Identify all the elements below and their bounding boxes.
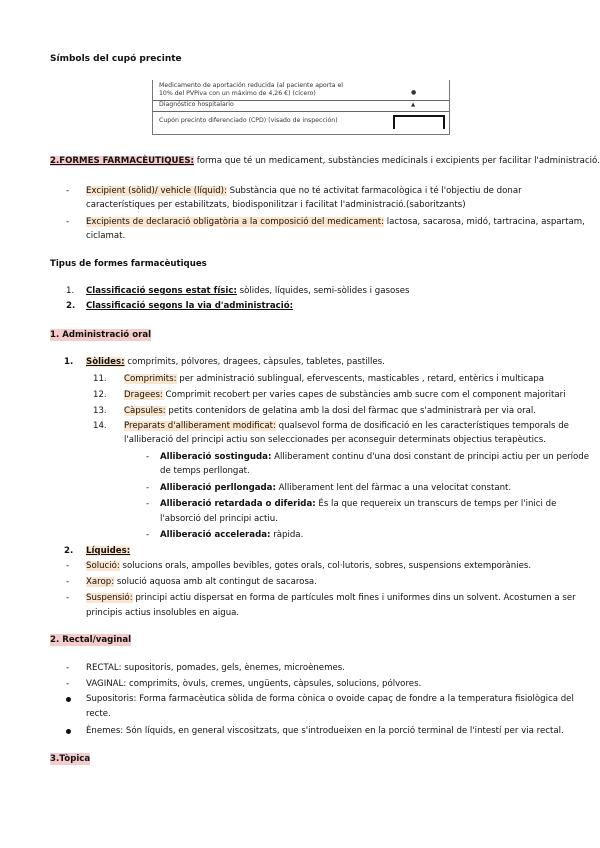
list-number: 2. (64, 546, 74, 556)
list-item (86, 545, 130, 557)
bullet-dot-icon (66, 729, 71, 734)
term-label: Excipient (sòlid)/ vehicle (líquid): (86, 186, 227, 196)
list-item: Supositoris: Forma farmacèutica sòlida de forma cònica o ovoide capaç de fondre a la temperatura fisiològica del (86, 694, 574, 704)
term-label: Alliberació retardada o diferida: (160, 499, 316, 509)
list-bullet: - (66, 577, 70, 587)
list-bullet: - (146, 499, 150, 509)
term-label: Sòlides: (86, 357, 125, 367)
list-item (86, 576, 317, 588)
list-item-continuation: de temps perllongat. (160, 466, 250, 476)
list-item-continuation: principis actius insolubles en aigua. (86, 608, 240, 618)
term-label: Alliberació sostinguda: (160, 452, 272, 462)
list-item (124, 405, 536, 417)
term-label: Dragees: (124, 390, 163, 400)
list-item (160, 451, 589, 463)
list-item (160, 482, 511, 494)
list-item (124, 420, 569, 432)
page-title: Símbols del cupó precinte (50, 54, 182, 64)
list-bullet: - (66, 663, 70, 673)
section-heading-text: forma que té un medicament, substàncies medicinals i excipients per facilitar l'administració. (194, 156, 600, 166)
term-label: Líquides: (86, 546, 131, 556)
list-item (160, 498, 556, 510)
cupon-precinte-table (152, 80, 450, 135)
term-label: Alliberació perllongada: (160, 483, 276, 493)
table-row-2: Diagnóstico hospitalario (159, 101, 234, 108)
list-item (160, 529, 303, 541)
list-number: 2. (66, 301, 76, 311)
list-bullet: - (66, 217, 70, 227)
term-text: És la que requereix un transcurs de temps per l'inici de (315, 499, 557, 509)
list-item-continuation: recte. (86, 709, 111, 719)
term-label: Comprimits: (124, 374, 177, 384)
list-number: 14. (93, 421, 107, 431)
term-text: petits contenidors de gelatina amb la dosi del fàrmac que s'administrarà per via oral. (165, 406, 537, 416)
term-label: Alliberació accelerada: (160, 530, 271, 540)
list-item (86, 592, 576, 604)
table-divider (153, 111, 449, 112)
subheading-tipus: Tipus de formes farmacèutiques (50, 259, 207, 269)
list-item: Ènemes: Són líquids, en general viscositzats, que s'introdueixen en la porció terminal de l'intestí per via rectal. (86, 726, 564, 736)
term-text: per administració sublingual, efervescents, masticables , retard, entèrics i multicapa (176, 374, 544, 384)
list-item (124, 373, 544, 385)
list-bullet: - (66, 679, 70, 689)
list-item (86, 356, 385, 368)
term-label: Solució: (86, 561, 120, 571)
list-bullet: - (146, 452, 150, 462)
list-item (86, 300, 293, 312)
cpd-frame-icon (393, 115, 445, 129)
term-label: Classificació segons estat físic: (86, 286, 237, 296)
term-text: lactosa, sacarosa, midó, tartracina, aspartam, (384, 217, 585, 227)
triangle-symbol-icon: ▲ (411, 102, 416, 108)
section-heading-formes (50, 155, 600, 167)
list-bullet: - (146, 483, 150, 493)
term-text: solucions orals, ampolles bevibles, gotes orals, col·lutoris, sobres, suspensions extemporànies. (119, 561, 532, 571)
list-item (124, 389, 566, 401)
list-number: 13. (93, 406, 107, 416)
list-number: 1. (64, 357, 74, 367)
list-item: RECTAL: supositoris, pomades, gels, ènemes, microènemes. (86, 663, 345, 673)
term-text: qualsevol forma de dosificació en les característiques temporals de (275, 421, 569, 431)
bullet-dot-icon (66, 697, 71, 702)
list-bullet: - (66, 561, 70, 571)
list-item-continuation: l'alliberació del principi actiu son seleccionades per aconseguir determinats objectius terapèutics. (124, 435, 546, 445)
table-row-3: Cupón precinto diferenciado (CPD) (visado de inspección) (159, 117, 338, 124)
list-item (86, 216, 585, 228)
list-item-continuation: l'absorció del principi actiu. (160, 514, 278, 524)
list-bullet: - (66, 186, 70, 196)
term-text: comprimits, pólvores, dragees, càpsules, tabletes, pastilles. (124, 357, 385, 367)
subheading-topica: 3.Tòpica (50, 754, 91, 764)
section-heading-label: 2.FORMES FARMACÈUTIQUES: (50, 156, 194, 166)
list-item-continuation: ciclamat. (86, 231, 126, 241)
term-text: Alliberament continu d'una dosi constant de principi actiu per un període (271, 452, 590, 462)
term-text: ràpida. (270, 530, 304, 540)
list-item-continuation: característiques per estabilitzats, biodisponilitzar i facilitat l'administració.(saboritzants) (86, 200, 466, 210)
term-label: Classificació segons la via d'administració: (86, 301, 294, 311)
term-label: Suspensió: (86, 593, 133, 603)
list-bullet: - (146, 530, 150, 540)
subheading-rectal-vaginal: 2. Rectal/vaginal (50, 635, 132, 645)
term-text: Substància que no té activitat farmacològica i té l'objectiu de donar (226, 186, 522, 196)
list-number: 12. (93, 390, 107, 400)
list-number: 1. (66, 286, 75, 296)
term-label: Xarop: (86, 577, 115, 587)
list-number: 11. (93, 374, 107, 384)
term-text: Alliberament lent del fàrmac a una velocitat constant. (275, 483, 512, 493)
term-text: solució aquosa amb alt contingut de sacarosa. (114, 577, 317, 587)
list-item: VAGINAL: comprimits, òvuls, cremes, ungüents, càpsules, solucions, pólvores. (86, 679, 422, 689)
term-text: sòlides, líquides, semi-sòlides i gasoses (236, 286, 410, 296)
term-text: principi actiu dispersat en forma de partícules molt fines i uniformes dins un solvent. Acostumen a ser (132, 593, 576, 603)
list-item (86, 560, 531, 572)
term-label: Càpsules: (124, 406, 166, 416)
table-row-1-line-1: Medicamento de aportación reducida (al paciente aporta el (159, 82, 343, 89)
term-label: Preparats d'alliberament modificat: (124, 421, 276, 431)
term-label: Excipients de declaració obligatòria a la composició del medicament: (86, 217, 385, 227)
term-text: Comprimit recobert per varies capes de substàncies amb sucre com el component majoritari (162, 390, 566, 400)
list-item (86, 185, 522, 197)
subheading-admin-oral: 1. Administració oral (50, 330, 152, 340)
cicero-symbol-icon: ● (411, 89, 417, 96)
list-item (86, 285, 409, 297)
list-bullet: - (66, 593, 70, 603)
table-row-1-line-2: 10% del PVPiva con un máximo de 4,26 €) (cícero) (159, 90, 316, 97)
